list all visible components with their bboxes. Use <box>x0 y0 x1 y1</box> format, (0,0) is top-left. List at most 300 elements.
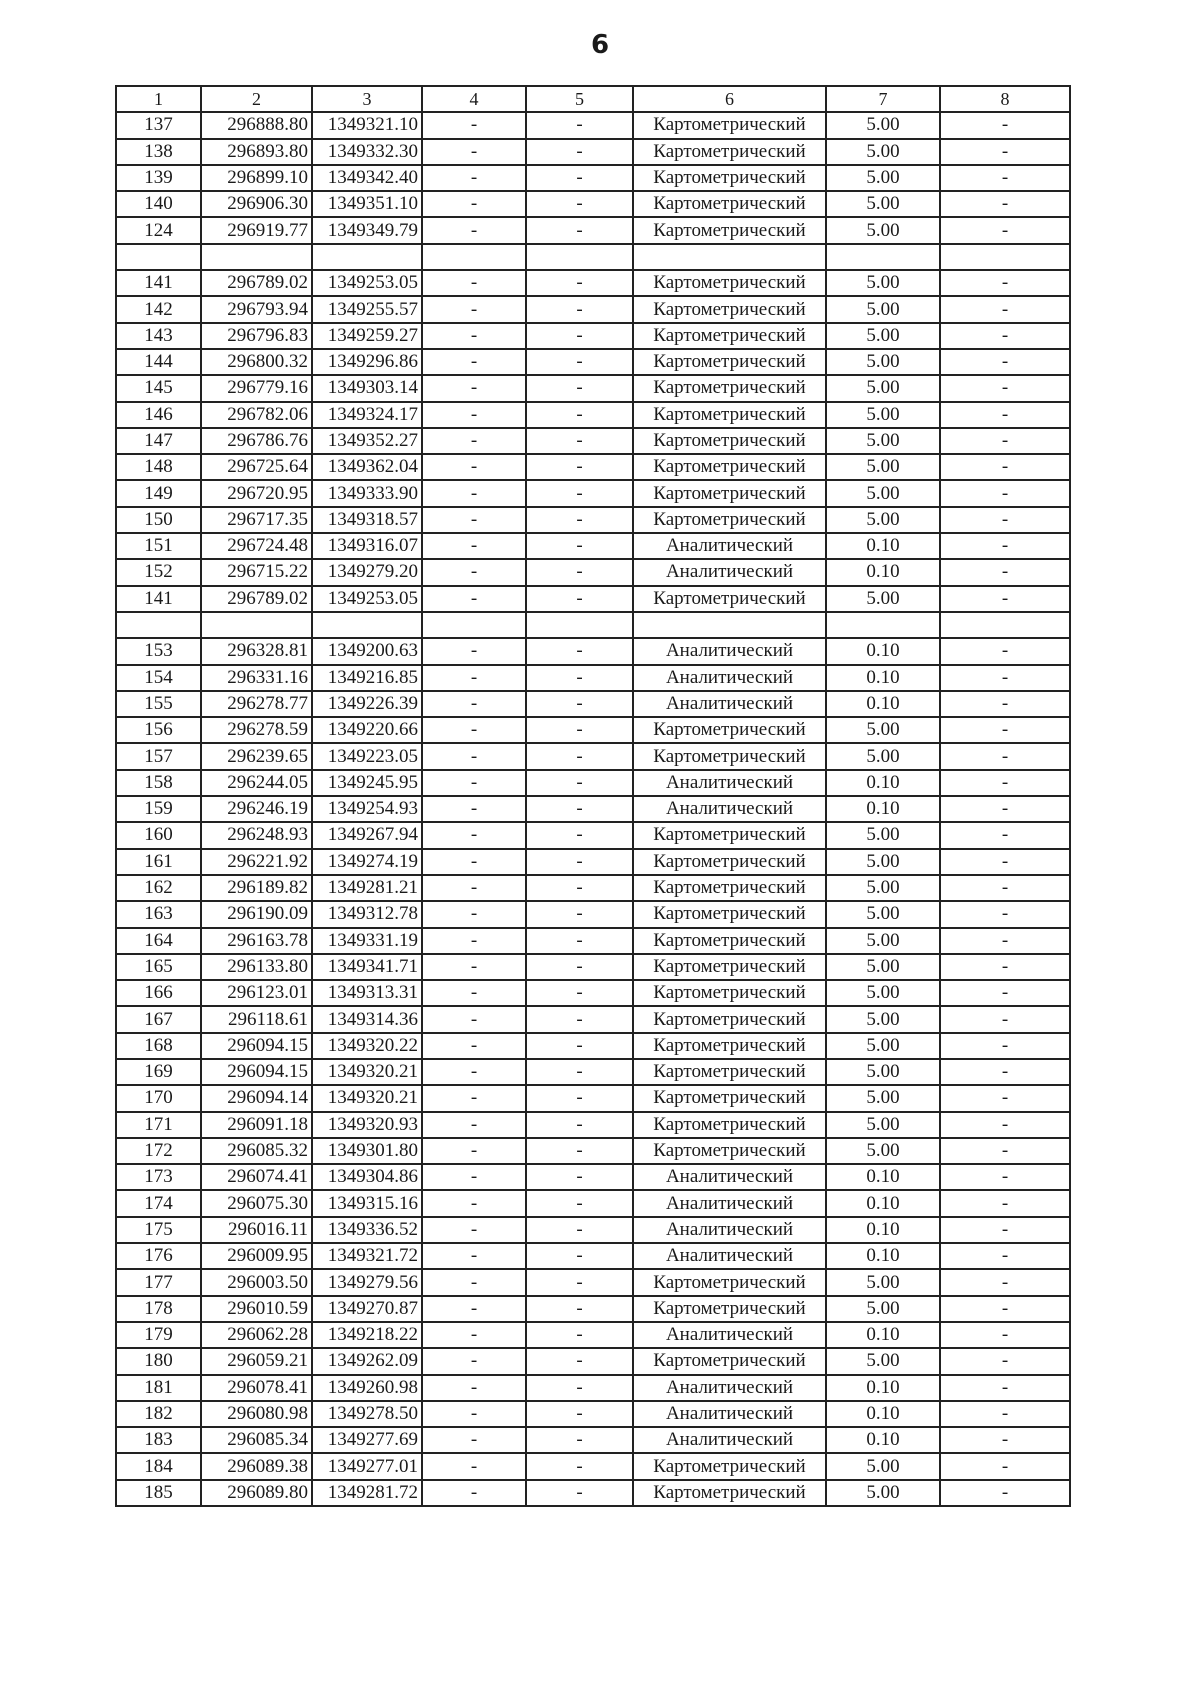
column-8-cell: - <box>940 1033 1070 1059</box>
point-number-cell: 163 <box>116 901 201 927</box>
point-number-cell: 183 <box>116 1427 201 1453</box>
accuracy-cell: 5.00 <box>826 1480 940 1506</box>
column-8-cell: - <box>940 1296 1070 1322</box>
column-header: 7 <box>826 86 940 112</box>
column-4-cell: - <box>422 638 526 664</box>
table-row <box>116 454 1070 480</box>
accuracy-cell: 0.10 <box>826 1243 940 1269</box>
accuracy-cell: 5.00 <box>826 375 940 401</box>
method-cell: Картометрический <box>633 349 826 375</box>
column-5-cell: - <box>526 1322 633 1348</box>
column-8-cell: - <box>940 1427 1070 1453</box>
y-coordinate-cell: 1349352.27 <box>312 428 422 454</box>
column-5-cell: - <box>526 323 633 349</box>
x-coordinate-cell <box>201 612 312 638</box>
method-cell: Картометрический <box>633 1348 826 1374</box>
method-cell: Аналитический <box>633 638 826 664</box>
column-4-cell: - <box>422 1375 526 1401</box>
x-coordinate-cell: 296779.16 <box>201 375 312 401</box>
table-row <box>116 1322 1070 1348</box>
x-coordinate-cell: 296246.19 <box>201 796 312 822</box>
x-coordinate-cell: 296331.16 <box>201 665 312 691</box>
column-5-cell: - <box>526 586 633 612</box>
column-5-cell: - <box>526 533 633 559</box>
point-number-cell: 145 <box>116 375 201 401</box>
y-coordinate-cell: 1349218.22 <box>312 1322 422 1348</box>
x-coordinate-cell: 296009.95 <box>201 1243 312 1269</box>
point-number-cell: 149 <box>116 480 201 506</box>
x-coordinate-cell: 296091.18 <box>201 1112 312 1138</box>
column-5-cell: - <box>526 428 633 454</box>
column-8-cell: - <box>940 507 1070 533</box>
table-row <box>116 507 1070 533</box>
column-8-cell: - <box>940 691 1070 717</box>
column-8-cell: - <box>940 270 1070 296</box>
point-number-cell: 160 <box>116 822 201 848</box>
column-5-cell <box>526 612 633 638</box>
method-cell: Картометрический <box>633 849 826 875</box>
column-5-cell: - <box>526 1059 633 1085</box>
method-cell: Картометрический <box>633 454 826 480</box>
method-cell <box>633 612 826 638</box>
point-number-cell: 181 <box>116 1375 201 1401</box>
column-4-cell: - <box>422 770 526 796</box>
x-coordinate-cell: 296725.64 <box>201 454 312 480</box>
accuracy-cell: 5.00 <box>826 980 940 1006</box>
column-8-cell: - <box>940 139 1070 165</box>
table-row <box>116 1453 1070 1479</box>
column-5-cell: - <box>526 480 633 506</box>
column-4-cell: - <box>422 849 526 875</box>
column-5-cell: - <box>526 270 633 296</box>
y-coordinate-cell: 1349320.21 <box>312 1085 422 1111</box>
column-5-cell: - <box>526 296 633 322</box>
accuracy-cell: 0.10 <box>826 533 940 559</box>
column-8-cell: - <box>940 1480 1070 1506</box>
y-coordinate-cell: 1349281.72 <box>312 1480 422 1506</box>
method-cell: Картометрический <box>633 480 826 506</box>
column-header: 2 <box>201 86 312 112</box>
column-4-cell: - <box>422 1085 526 1111</box>
accuracy-cell: 5.00 <box>826 1348 940 1374</box>
table-row <box>116 717 1070 743</box>
point-number-cell: 164 <box>116 928 201 954</box>
y-coordinate-cell: 1349220.66 <box>312 717 422 743</box>
x-coordinate-cell: 296782.06 <box>201 402 312 428</box>
column-4-cell: - <box>422 1427 526 1453</box>
accuracy-cell: 0.10 <box>826 638 940 664</box>
table-row <box>116 822 1070 848</box>
y-coordinate-cell: 1349200.63 <box>312 638 422 664</box>
method-cell: Картометрический <box>633 822 826 848</box>
accuracy-cell: 5.00 <box>826 1269 940 1295</box>
column-8-cell: - <box>940 743 1070 769</box>
table-row <box>116 1480 1070 1506</box>
accuracy-cell: 0.10 <box>826 665 940 691</box>
column-header: 5 <box>526 86 633 112</box>
x-coordinate-cell: 296094.14 <box>201 1085 312 1111</box>
column-8-cell: - <box>940 1006 1070 1032</box>
column-4-cell: - <box>422 1401 526 1427</box>
x-coordinate-cell: 296189.82 <box>201 875 312 901</box>
method-cell: Картометрический <box>633 1453 826 1479</box>
column-4-cell: - <box>422 507 526 533</box>
coordinates-table <box>115 85 1071 1507</box>
y-coordinate-cell: 1349254.93 <box>312 796 422 822</box>
table-row <box>116 349 1070 375</box>
method-cell: Картометрический <box>633 901 826 927</box>
y-coordinate-cell: 1349320.21 <box>312 1059 422 1085</box>
column-header: 4 <box>422 86 526 112</box>
column-5-cell: - <box>526 1296 633 1322</box>
accuracy-cell <box>826 612 940 638</box>
table-row <box>116 954 1070 980</box>
table-row <box>116 1269 1070 1295</box>
accuracy-cell: 5.00 <box>826 112 940 138</box>
point-number-cell: 146 <box>116 402 201 428</box>
column-5-cell: - <box>526 770 633 796</box>
method-cell: Аналитический <box>633 1375 826 1401</box>
accuracy-cell: 0.10 <box>826 1401 940 1427</box>
accuracy-cell: 5.00 <box>826 1085 940 1111</box>
y-coordinate-cell: 1349320.93 <box>312 1112 422 1138</box>
method-cell: Аналитический <box>633 533 826 559</box>
column-4-cell: - <box>422 954 526 980</box>
table-row <box>116 612 1070 638</box>
accuracy-cell: 5.00 <box>826 454 940 480</box>
column-4-cell: - <box>422 980 526 1006</box>
table-row <box>116 1217 1070 1243</box>
x-coordinate-cell: 296717.35 <box>201 507 312 533</box>
point-number-cell: 171 <box>116 1112 201 1138</box>
table-row <box>116 1164 1070 1190</box>
point-number-cell: 176 <box>116 1243 201 1269</box>
accuracy-cell: 5.00 <box>826 1006 940 1032</box>
column-8-cell: - <box>940 217 1070 243</box>
x-coordinate-cell: 296094.15 <box>201 1033 312 1059</box>
method-cell: Картометрический <box>633 1269 826 1295</box>
column-8-cell: - <box>940 1322 1070 1348</box>
column-5-cell: - <box>526 1243 633 1269</box>
y-coordinate-cell: 1349301.80 <box>312 1138 422 1164</box>
accuracy-cell: 5.00 <box>826 349 940 375</box>
table-row <box>116 638 1070 664</box>
method-cell: Картометрический <box>633 1085 826 1111</box>
column-8-cell: - <box>940 1269 1070 1295</box>
y-coordinate-cell: 1349260.98 <box>312 1375 422 1401</box>
y-coordinate-cell: 1349313.31 <box>312 980 422 1006</box>
point-number-cell: 124 <box>116 217 201 243</box>
column-8-cell: - <box>940 665 1070 691</box>
column-5-cell: - <box>526 638 633 664</box>
column-5-cell: - <box>526 1217 633 1243</box>
accuracy-cell: 5.00 <box>826 270 940 296</box>
table-row <box>116 875 1070 901</box>
method-cell: Аналитический <box>633 1427 826 1453</box>
method-cell: Аналитический <box>633 559 826 585</box>
accuracy-cell: 5.00 <box>826 428 940 454</box>
table-row <box>116 796 1070 822</box>
point-number-cell: 175 <box>116 1217 201 1243</box>
method-cell: Картометрический <box>633 928 826 954</box>
point-number-cell: 150 <box>116 507 201 533</box>
point-number-cell: 162 <box>116 875 201 901</box>
table-row <box>116 1085 1070 1111</box>
x-coordinate-cell: 296089.38 <box>201 1453 312 1479</box>
x-coordinate-cell: 296010.59 <box>201 1296 312 1322</box>
column-4-cell: - <box>422 822 526 848</box>
table-row <box>116 980 1070 1006</box>
column-header: 8 <box>940 86 1070 112</box>
x-coordinate-cell: 296715.22 <box>201 559 312 585</box>
point-number-cell: 177 <box>116 1269 201 1295</box>
y-coordinate-cell: 1349312.78 <box>312 901 422 927</box>
column-5-cell: - <box>526 1269 633 1295</box>
accuracy-cell: 0.10 <box>826 691 940 717</box>
y-coordinate-cell <box>312 612 422 638</box>
method-cell: Картометрический <box>633 1033 826 1059</box>
accuracy-cell: 0.10 <box>826 1322 940 1348</box>
column-8-cell: - <box>940 1217 1070 1243</box>
point-number-cell: 168 <box>116 1033 201 1059</box>
column-4-cell: - <box>422 480 526 506</box>
point-number-cell: 174 <box>116 1190 201 1216</box>
y-coordinate-cell <box>312 244 422 270</box>
table-row <box>116 1006 1070 1032</box>
accuracy-cell: 5.00 <box>826 296 940 322</box>
column-header: 3 <box>312 86 422 112</box>
column-8-cell: - <box>940 1401 1070 1427</box>
method-cell: Картометрический <box>633 586 826 612</box>
table-row <box>116 1243 1070 1269</box>
table-body <box>116 112 1070 1506</box>
accuracy-cell: 0.10 <box>826 1164 940 1190</box>
column-4-cell: - <box>422 454 526 480</box>
column-8-cell: - <box>940 323 1070 349</box>
column-4-cell: - <box>422 533 526 559</box>
column-5-cell: - <box>526 1190 633 1216</box>
column-8-cell: - <box>940 586 1070 612</box>
x-coordinate-cell: 296244.05 <box>201 770 312 796</box>
x-coordinate-cell: 296085.34 <box>201 1427 312 1453</box>
accuracy-cell: 5.00 <box>826 954 940 980</box>
method-cell: Картометрический <box>633 270 826 296</box>
accuracy-cell: 5.00 <box>826 1112 940 1138</box>
point-number-cell: 167 <box>116 1006 201 1032</box>
column-4-cell: - <box>422 428 526 454</box>
table-row <box>116 1059 1070 1085</box>
column-4-cell: - <box>422 349 526 375</box>
column-8-cell: - <box>940 1164 1070 1190</box>
method-cell: Аналитический <box>633 796 826 822</box>
method-cell: Аналитический <box>633 1401 826 1427</box>
y-coordinate-cell: 1349314.36 <box>312 1006 422 1032</box>
column-header: 1 <box>116 86 201 112</box>
column-5-cell: - <box>526 665 633 691</box>
x-coordinate-cell: 296899.10 <box>201 165 312 191</box>
x-coordinate-cell: 296239.65 <box>201 743 312 769</box>
column-4-cell: - <box>422 323 526 349</box>
x-coordinate-cell: 296893.80 <box>201 139 312 165</box>
y-coordinate-cell: 1349253.05 <box>312 270 422 296</box>
x-coordinate-cell <box>201 244 312 270</box>
column-5-cell: - <box>526 559 633 585</box>
column-8-cell: - <box>940 428 1070 454</box>
accuracy-cell: 0.10 <box>826 1190 940 1216</box>
table-row <box>116 901 1070 927</box>
column-5-cell: - <box>526 1006 633 1032</box>
column-4-cell: - <box>422 1269 526 1295</box>
column-8-cell: - <box>940 402 1070 428</box>
y-coordinate-cell: 1349303.14 <box>312 375 422 401</box>
method-cell: Аналитический <box>633 691 826 717</box>
y-coordinate-cell: 1349281.21 <box>312 875 422 901</box>
y-coordinate-cell: 1349223.05 <box>312 743 422 769</box>
column-5-cell: - <box>526 822 633 848</box>
accuracy-cell: 5.00 <box>826 875 940 901</box>
point-number-cell: 166 <box>116 980 201 1006</box>
point-number-cell: 157 <box>116 743 201 769</box>
column-8-cell: - <box>940 165 1070 191</box>
column-5-cell: - <box>526 1401 633 1427</box>
x-coordinate-cell: 296888.80 <box>201 112 312 138</box>
column-4-cell: - <box>422 1164 526 1190</box>
column-8-cell: - <box>940 822 1070 848</box>
column-5-cell: - <box>526 1453 633 1479</box>
column-5-cell: - <box>526 954 633 980</box>
accuracy-cell: 0.10 <box>826 796 940 822</box>
y-coordinate-cell: 1349245.95 <box>312 770 422 796</box>
method-cell: Картометрический <box>633 139 826 165</box>
column-4-cell: - <box>422 1033 526 1059</box>
column-8-cell: - <box>940 1375 1070 1401</box>
table-row <box>116 1033 1070 1059</box>
table-row <box>116 270 1070 296</box>
point-number-cell: 161 <box>116 849 201 875</box>
table-row <box>116 323 1070 349</box>
column-4-cell: - <box>422 665 526 691</box>
column-5-cell: - <box>526 375 633 401</box>
y-coordinate-cell: 1349333.90 <box>312 480 422 506</box>
y-coordinate-cell: 1349253.05 <box>312 586 422 612</box>
column-5-cell: - <box>526 980 633 1006</box>
x-coordinate-cell: 296789.02 <box>201 270 312 296</box>
method-cell: Картометрический <box>633 1059 826 1085</box>
accuracy-cell: 5.00 <box>826 586 940 612</box>
point-number-cell: 159 <box>116 796 201 822</box>
table-row <box>116 665 1070 691</box>
column-5-cell: - <box>526 1164 633 1190</box>
point-number-cell: 172 <box>116 1138 201 1164</box>
table-row <box>116 559 1070 585</box>
method-cell: Картометрический <box>633 323 826 349</box>
method-cell: Картометрический <box>633 1006 826 1032</box>
x-coordinate-cell: 296720.95 <box>201 480 312 506</box>
x-coordinate-cell: 296089.80 <box>201 1480 312 1506</box>
x-coordinate-cell: 296278.77 <box>201 691 312 717</box>
accuracy-cell: 5.00 <box>826 1138 940 1164</box>
y-coordinate-cell: 1349321.10 <box>312 112 422 138</box>
method-cell <box>633 244 826 270</box>
column-4-cell: - <box>422 375 526 401</box>
y-coordinate-cell: 1349324.17 <box>312 402 422 428</box>
column-4-cell: - <box>422 270 526 296</box>
column-8-cell: - <box>940 1190 1070 1216</box>
column-4-cell: - <box>422 928 526 954</box>
method-cell: Картометрический <box>633 165 826 191</box>
point-number-cell: 179 <box>116 1322 201 1348</box>
table-row <box>116 139 1070 165</box>
column-8-cell: - <box>940 901 1070 927</box>
table-row <box>116 586 1070 612</box>
column-5-cell: - <box>526 191 633 217</box>
y-coordinate-cell: 1349362.04 <box>312 454 422 480</box>
accuracy-cell: 0.10 <box>826 1427 940 1453</box>
column-5-cell: - <box>526 928 633 954</box>
method-cell: Картометрический <box>633 375 826 401</box>
page-number: 6 <box>590 30 610 60</box>
column-8-cell: - <box>940 559 1070 585</box>
column-8-cell <box>940 612 1070 638</box>
point-number-cell: 165 <box>116 954 201 980</box>
y-coordinate-cell: 1349304.86 <box>312 1164 422 1190</box>
method-cell: Картометрический <box>633 743 826 769</box>
accuracy-cell: 5.00 <box>826 480 940 506</box>
y-coordinate-cell: 1349351.10 <box>312 191 422 217</box>
point-number-cell: 182 <box>116 1401 201 1427</box>
method-cell: Картометрический <box>633 112 826 138</box>
y-coordinate-cell: 1349336.52 <box>312 1217 422 1243</box>
y-coordinate-cell: 1349342.40 <box>312 165 422 191</box>
x-coordinate-cell: 296789.02 <box>201 586 312 612</box>
column-8-cell: - <box>940 717 1070 743</box>
column-8-cell: - <box>940 533 1070 559</box>
column-4-cell: - <box>422 296 526 322</box>
y-coordinate-cell: 1349279.20 <box>312 559 422 585</box>
column-8-cell: - <box>940 928 1070 954</box>
point-number-cell: 153 <box>116 638 201 664</box>
column-8-cell: - <box>940 954 1070 980</box>
column-4-cell: - <box>422 1480 526 1506</box>
table-row <box>116 112 1070 138</box>
point-number-cell: 158 <box>116 770 201 796</box>
table-row <box>116 244 1070 270</box>
column-5-cell: - <box>526 1085 633 1111</box>
accuracy-cell: 0.10 <box>826 770 940 796</box>
table-row <box>116 849 1070 875</box>
accuracy-cell: 5.00 <box>826 901 940 927</box>
column-8-cell: - <box>940 849 1070 875</box>
column-8-cell: - <box>940 1059 1070 1085</box>
accuracy-cell: 5.00 <box>826 928 940 954</box>
column-5-cell: - <box>526 1138 633 1164</box>
x-coordinate-cell: 296075.30 <box>201 1190 312 1216</box>
accuracy-cell: 5.00 <box>826 165 940 191</box>
method-cell: Аналитический <box>633 1243 826 1269</box>
column-5-cell: - <box>526 743 633 769</box>
method-cell: Картометрический <box>633 428 826 454</box>
y-coordinate-cell: 1349216.85 <box>312 665 422 691</box>
x-coordinate-cell: 296059.21 <box>201 1348 312 1374</box>
column-8-cell: - <box>940 191 1070 217</box>
table-row <box>116 191 1070 217</box>
column-5-cell: - <box>526 796 633 822</box>
x-coordinate-cell: 296278.59 <box>201 717 312 743</box>
column-4-cell: - <box>422 112 526 138</box>
x-coordinate-cell: 296133.80 <box>201 954 312 980</box>
method-cell: Аналитический <box>633 1217 826 1243</box>
table-row <box>116 296 1070 322</box>
